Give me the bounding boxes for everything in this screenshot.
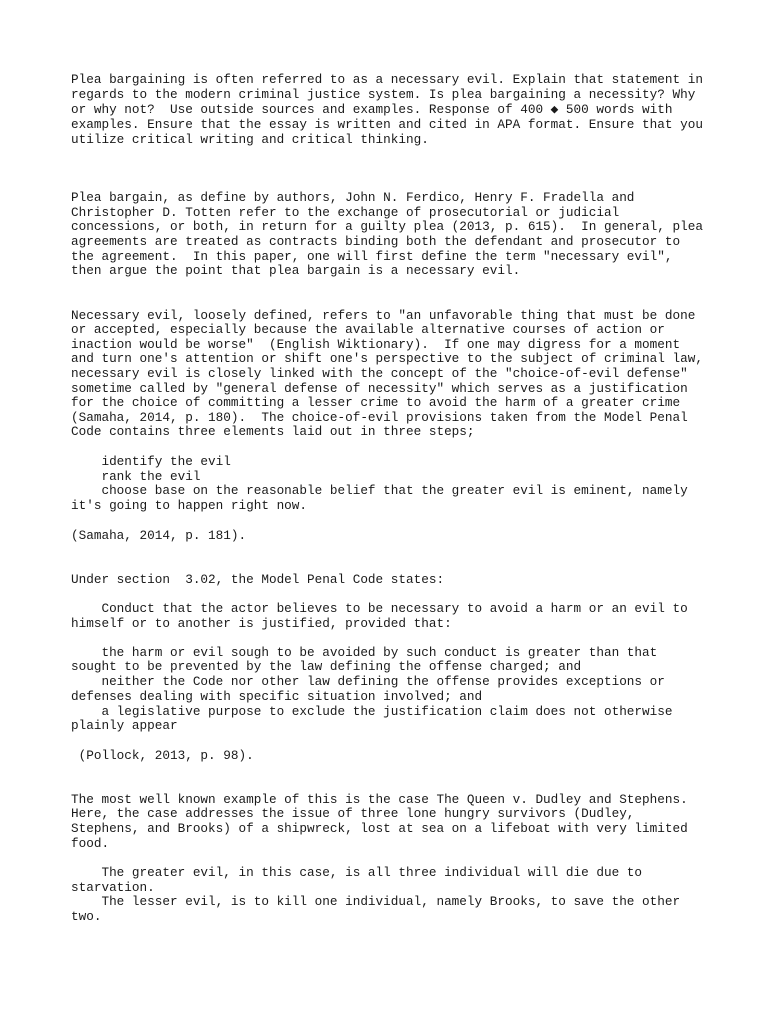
example-line: Stephens, and Brooks) of a shipwreck, lost at sea on a lifeboat with very limited (71, 821, 688, 836)
intro-line: the agreement. In this paper, one will first define the term "necessary evil", (71, 249, 673, 264)
prompt-line: or why not? Use outside sources and examples. Response of 400 ◆ 500 words with (71, 102, 673, 117)
conduct-line: himself or to another is justified, provided that: (71, 616, 452, 631)
necessary-evil-line: inaction would be worse" (English Wiktionary). If one may digress for a moment (71, 337, 681, 352)
citation: (Samaha, 2014, p. 181). (71, 528, 247, 543)
citation: (Pollock, 2013, p. 98). (71, 748, 254, 763)
intro-line: Christopher D. Totten refer to the exchange of prosecutorial or judicial (71, 205, 620, 220)
evil-line: starvation. (71, 880, 155, 895)
necessary-evil-line: (Samaha, 2014, p. 180). The choice-of-evil provisions taken from the Model Penal (71, 410, 688, 425)
condition-line: sought to be prevented by the law defining the offense charged; and (71, 659, 582, 674)
evil-line: two. (71, 909, 102, 924)
prompt-line: utilize critical writing and critical thinking. (71, 132, 429, 147)
prompt-line: Plea bargaining is often referred to as a necessary evil. Explain that statement in (71, 72, 703, 87)
necessary-evil-line: and turn one's attention or shift one's perspective to the subject of criminal law, (71, 351, 703, 366)
prompt-line: examples. Ensure that the essay is written and cited in APA format. Ensure that you (71, 117, 703, 132)
necessary-evil-line: Necessary evil, loosely defined, refers to "an unfavorable thing that must be done (71, 308, 696, 323)
necessary-evil-line: or accepted, especially because the available alternative courses of action or (71, 322, 665, 337)
intro-line: concessions, or both, in return for a guilty plea (2013, p. 615). In general, plea (71, 219, 703, 234)
example-line: food. (71, 836, 110, 851)
condition-line: the harm or evil sough to be avoided by such conduct is greater than that (71, 645, 658, 660)
condition-line: defenses dealing with specific situation involved; and (71, 689, 483, 704)
example-line: Here, the case addresses the issue of three lone hungry survivors (Dudley, (71, 806, 635, 821)
necessary-evil-line: necessary evil is closely linked with the concept of the "choice-of-evil defense" (71, 366, 688, 381)
step-item: it's going to happen right now. (71, 498, 308, 513)
necessary-evil-line: for the choice of committing a lesser crime to avoid the harm of a greater crime (71, 395, 681, 410)
intro-line: agreements are treated as contracts binding both the defendant and prosecutor to (71, 234, 681, 249)
section-intro: Under section 3.02, the Model Penal Code states: (71, 572, 445, 587)
condition-line: a legislative purpose to exclude the justification claim does not otherwise (71, 704, 673, 719)
evil-line: The lesser evil, is to kill one individual, namely Brooks, to save the other (71, 894, 681, 909)
necessary-evil-line: sometime called by "general defense of necessity" which serves as a justification (71, 381, 688, 396)
step-item: rank the evil (71, 469, 201, 484)
prompt-line: regards to the modern criminal justice system. Is plea bargaining a necessity? Why (71, 87, 696, 102)
step-item: choose base on the reasonable belief that the greater evil is eminent, namely (71, 483, 688, 498)
example-line: The most well known example of this is the case The Queen v. Dudley and Stephens. (71, 792, 688, 807)
necessary-evil-line: Code contains three elements laid out in three steps; (71, 424, 475, 439)
intro-line: Plea bargain, as define by authors, John N. Ferdico, Henry F. Fradella and (71, 190, 635, 205)
condition-line: neither the Code nor other law defining the offense provides exceptions or (71, 674, 665, 689)
intro-line: then argue the point that plea bargain is a necessary evil. (71, 263, 521, 278)
condition-line: plainly appear (71, 718, 178, 733)
evil-line: The greater evil, in this case, is all three individual will die due to (71, 865, 643, 880)
step-item: identify the evil (71, 454, 231, 469)
conduct-line: Conduct that the actor believes to be necessary to avoid a harm or an evil to (71, 601, 688, 616)
